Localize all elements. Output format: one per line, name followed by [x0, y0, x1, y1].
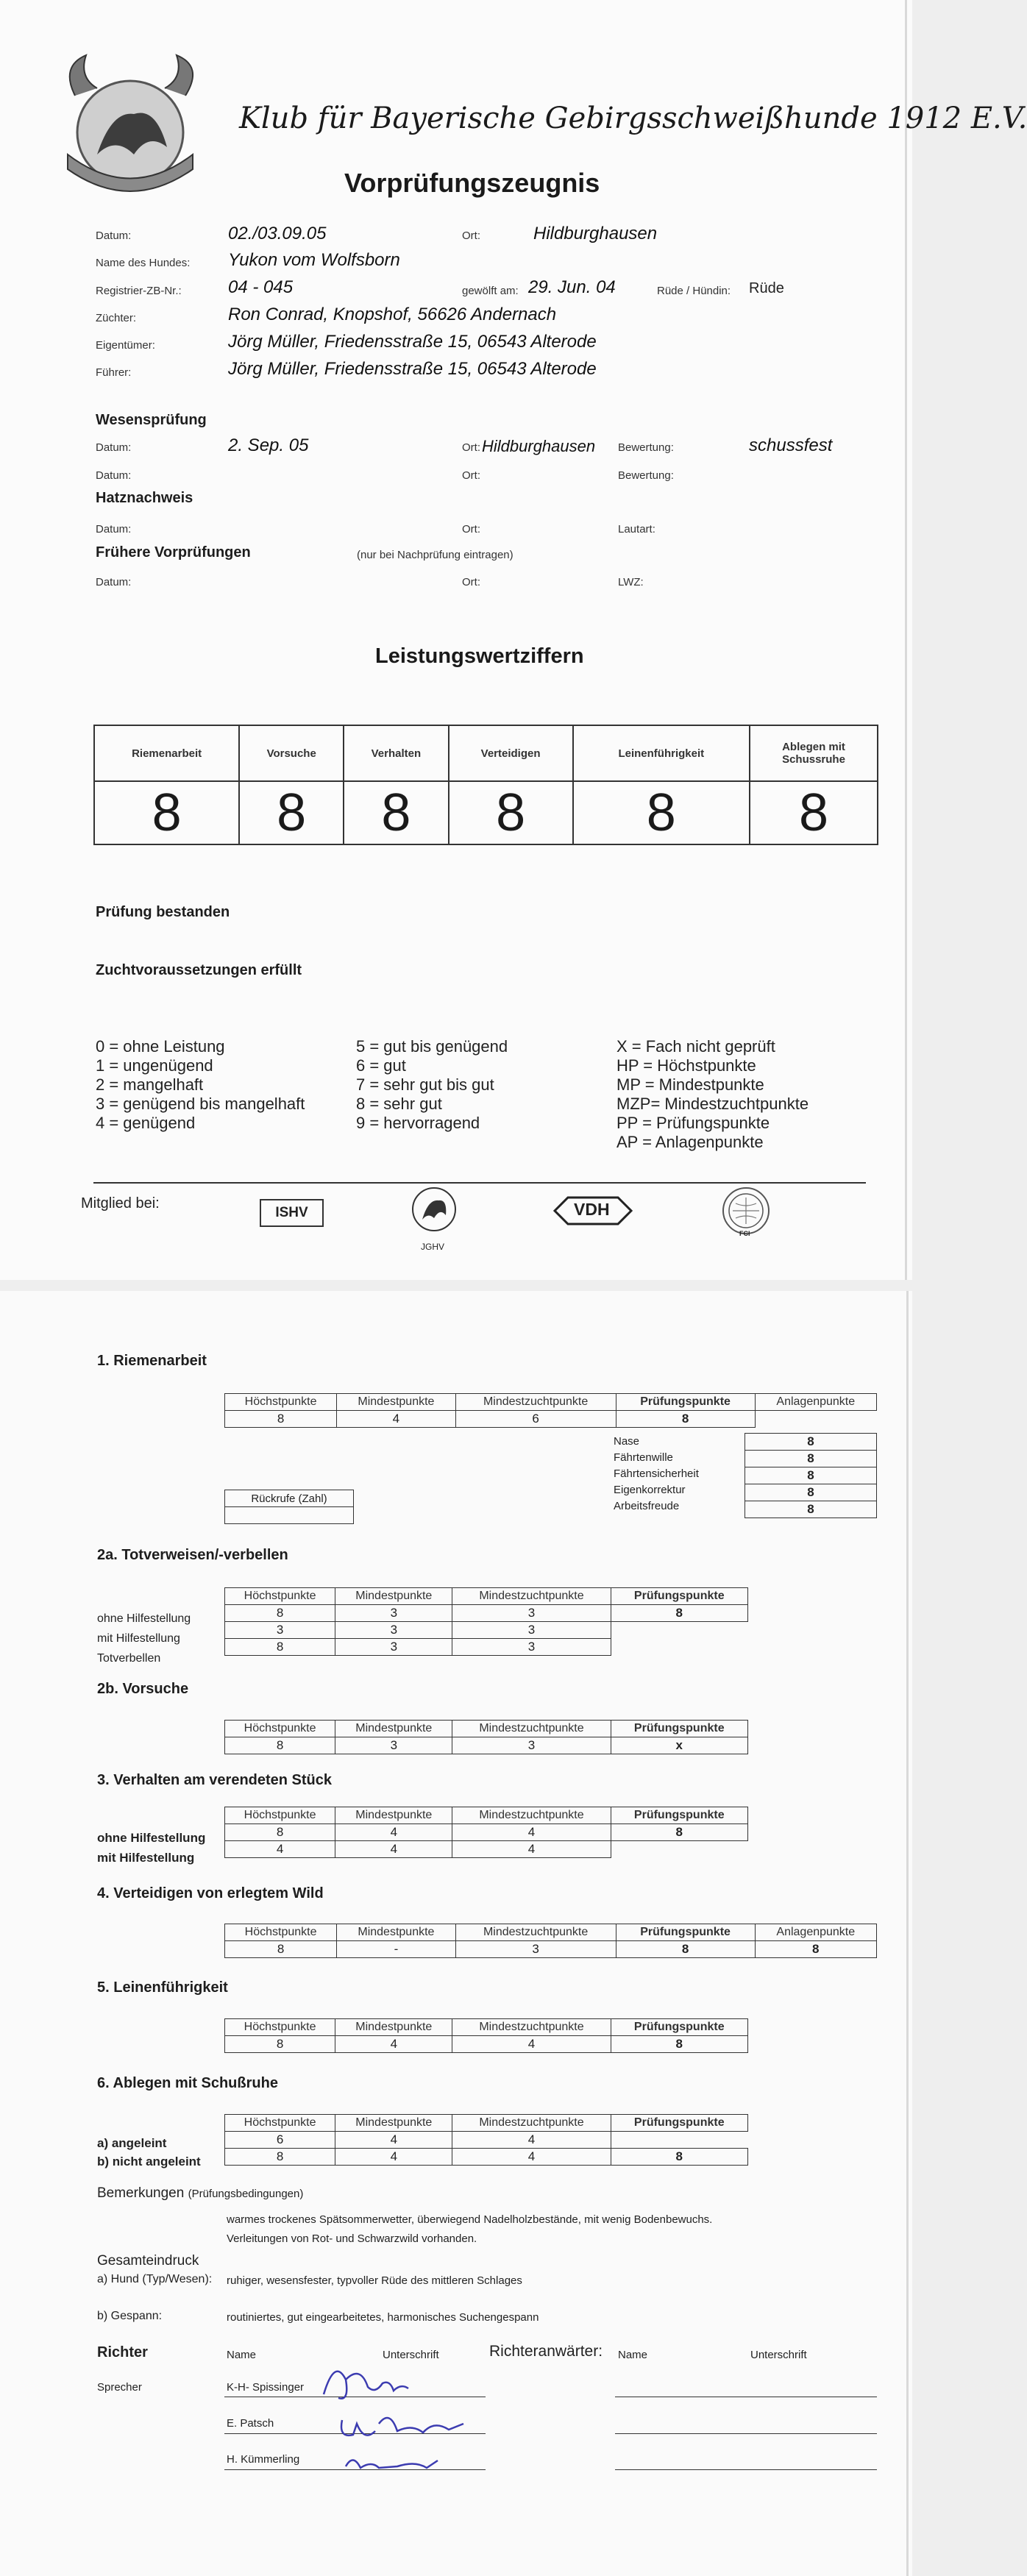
- scan-edge: [905, 0, 907, 1280]
- hatz-lautart-label: Lautart:: [618, 523, 655, 536]
- leistung-value: 8: [344, 781, 448, 844]
- anwaerter-name-label: Name: [618, 2349, 648, 2361]
- gesamt-b-label: b) Gespann:: [97, 2310, 163, 2322]
- s5-cell: 8: [225, 2036, 335, 2053]
- s1-sub-value: 8: [745, 1451, 877, 1467]
- zuechter-label: Züchter:: [96, 312, 137, 324]
- gesamt-a-label: a) Hund (Typ/Wesen):: [97, 2273, 213, 2285]
- hund-value: Yukon vom Wolfsborn: [228, 250, 400, 270]
- bemerkungen-sub: (Prüfungsbedingungen): [188, 2188, 304, 2200]
- jghv-logo-icon: [406, 1186, 462, 1236]
- s2a-title: 2a. Totverweisen/-verbellen: [97, 1547, 288, 1563]
- col-header: Prüfungspunkte: [611, 1721, 747, 1737]
- leistung-header: Ablegen mit Schussruhe: [750, 725, 878, 781]
- wesen-ort-label: Ort:: [462, 441, 480, 454]
- eigentuemer-value: Jörg Müller, Friedensstraße 15, 06543 Alterode: [228, 332, 597, 352]
- s1-mzp: 6: [455, 1411, 616, 1428]
- page-title: Vorprüfungszeugnis: [344, 168, 600, 198]
- geschlecht-label: Rüde / Hündin:: [657, 285, 731, 297]
- gesamt-b-value: routiniertes, gut eingearbeitetes, harmonisches Suchengespann: [227, 2311, 539, 2324]
- s3-row-label: ohne Hilfestellung: [97, 1831, 206, 1845]
- legend-item: 8 = sehr gut: [356, 1095, 442, 1113]
- s4-title: 4. Verteidigen von erlegtem Wild: [97, 1885, 324, 1901]
- rueckrufe-value: [225, 1507, 354, 1524]
- legend-item: HP = Höchstpunkte: [616, 1056, 756, 1075]
- legend-item: 4 = genügend: [96, 1114, 196, 1132]
- frueher-note: (nur bei Nachprüfung eintragen): [357, 549, 514, 561]
- s1-sub-value: 8: [745, 1434, 877, 1451]
- fci-logo-icon: [721, 1186, 771, 1236]
- col-header: Mindestzuchtpunkte: [455, 1924, 616, 1941]
- wesen-title: Wesensprüfung: [96, 412, 207, 428]
- wesen-bewertung-value: schussfest: [749, 435, 833, 455]
- col-header: Höchstpunkte: [225, 1721, 335, 1737]
- s5-title: 5. Leinenführigkeit: [97, 1979, 228, 1996]
- legend-col-3: [616, 1037, 809, 1152]
- col-header: Höchstpunkte: [225, 1588, 335, 1605]
- s6-table: [224, 2114, 748, 2166]
- s2b-cell: 3: [335, 1737, 452, 1754]
- certificate-page-2: [0, 1291, 912, 2576]
- s1-mp: 4: [337, 1411, 455, 1428]
- richter-name: K-H- Spissinger: [227, 2381, 305, 2394]
- s3-cell: 4: [225, 1841, 335, 1858]
- s4-cell: 8: [755, 1941, 876, 1958]
- s3-table: [224, 1807, 748, 1858]
- club-name: Klub für Bayerische Gebirgsschweißhunde 1912 E.V.: [239, 102, 1027, 135]
- wesen-datum-label: Datum:: [96, 441, 132, 454]
- col-header: Mindestpunkte: [335, 1588, 452, 1605]
- richter-name: H. Kümmerling: [227, 2453, 300, 2466]
- vdh-logo-label: VDH: [574, 1200, 610, 1219]
- s3-cell: 8: [225, 1824, 335, 1841]
- col-header: Mindestpunkte: [335, 1807, 452, 1824]
- ort-label: Ort:: [462, 230, 480, 242]
- col-header: Prüfungspunkte: [611, 1588, 747, 1605]
- col-header: Mindestpunkte: [337, 1394, 455, 1411]
- s2a-cell: 8: [611, 1605, 747, 1622]
- s6-row-labels: [97, 2134, 201, 2171]
- s1-sub-label: Fährtensicherheit: [614, 1467, 699, 1480]
- anwaerter-line: [615, 2433, 877, 2434]
- leistung-title: Leistungswertziffern: [375, 644, 584, 668]
- col-header: Mindestzuchtpunkte: [452, 1721, 611, 1737]
- s4-cell: 3: [455, 1941, 616, 1958]
- s5-table: [224, 2018, 748, 2053]
- s5-cell: 8: [611, 2036, 747, 2053]
- legend-item: 1 = ungenügend: [96, 1056, 213, 1075]
- ishv-logo: ISHV: [260, 1199, 324, 1227]
- legend-item: 6 = gut: [356, 1056, 406, 1075]
- wesen-ort2-label: Ort:: [462, 469, 480, 482]
- scan-edge: [906, 1291, 909, 2576]
- gesamt-a-value: ruhiger, wesensfester, typvoller Rüde des mittleren Schlages: [227, 2274, 522, 2287]
- col-header: Höchstpunkte: [225, 2019, 335, 2036]
- col-header: Prüfungspunkte: [616, 1924, 755, 1941]
- col-header: Prüfungspunkte: [611, 2019, 747, 2036]
- fuehrer-label: Führer:: [96, 366, 132, 379]
- s1-sub-values: [745, 1433, 877, 1518]
- bemerkungen-label: Bemerkungen: [97, 2185, 185, 2201]
- zucht-erfuellt: Zuchtvoraussetzungen erfüllt: [96, 962, 302, 978]
- pruefung-bestanden: Prüfung bestanden: [96, 904, 230, 920]
- s2a-cell: 3: [452, 1622, 611, 1639]
- legend-item: 7 = sehr gut bis gut: [356, 1075, 494, 1094]
- col-header: Anlagenpunkte: [755, 1924, 876, 1941]
- s6-title: 6. Ablegen mit Schußruhe: [97, 2075, 278, 2091]
- col-header: Prüfungspunkte: [611, 2115, 747, 2132]
- bemerkungen-line-2: Verleitungen von Rot- und Schwarzwild vorhanden.: [227, 2232, 477, 2245]
- s2b-cell: 8: [225, 1737, 335, 1754]
- legend-item: MZP= Mindestzuchtpunkte: [616, 1095, 809, 1113]
- col-header: Prüfungspunkte: [616, 1394, 755, 1411]
- legend-item: X = Fach nicht geprüft: [616, 1037, 775, 1056]
- anwaerter-line: [615, 2469, 877, 2470]
- legend-item: 2 = mangelhaft: [96, 1075, 204, 1094]
- hund-label: Name des Hundes:: [96, 257, 191, 269]
- s2a-cell: [611, 1639, 747, 1656]
- s2a-cell: 8: [225, 1605, 335, 1622]
- richter-name: E. Patsch: [227, 2417, 274, 2430]
- s6-cell: 8: [611, 2149, 747, 2166]
- s6-cell: [611, 2132, 747, 2149]
- zb-value: 04 - 045: [228, 277, 294, 297]
- leistung-value: 8: [573, 781, 750, 844]
- wesen-ort-value: Hildburghausen: [482, 437, 596, 455]
- col-header: Prüfungspunkte: [611, 1807, 747, 1824]
- s4-cell: 8: [225, 1941, 337, 1958]
- s4-table: [224, 1924, 877, 1958]
- s3-row-labels: [97, 1828, 205, 1868]
- ort-value: Hildburghausen: [533, 224, 658, 243]
- s3-cell: 4: [452, 1824, 611, 1841]
- club-logo-icon: [46, 44, 215, 199]
- leistung-header: Vorsuche: [239, 725, 344, 781]
- rueckrufe-table: [224, 1490, 354, 1524]
- richter-name-label: Name: [227, 2349, 257, 2361]
- hatz-ort-label: Ort:: [462, 523, 480, 536]
- s3-cell: 4: [452, 1841, 611, 1858]
- s6-cell: 4: [452, 2132, 611, 2149]
- col-header: Mindestzuchtpunkte: [452, 1588, 611, 1605]
- legend-col-1: [96, 1037, 305, 1133]
- s1-sub-label: Eigenkorrektur: [614, 1483, 686, 1496]
- leistung-header: Verhalten: [344, 725, 448, 781]
- rueckrufe-label: Rückrufe (Zahl): [225, 1490, 354, 1507]
- col-header: Mindestzuchtpunkte: [452, 1807, 611, 1824]
- col-header: Mindestpunkte: [335, 2019, 452, 2036]
- leistung-header: Leinenführigkeit: [573, 725, 750, 781]
- s6-row-label: b) nicht angeleint: [97, 2155, 201, 2168]
- col-header: Höchstpunkte: [225, 1807, 335, 1824]
- hatz-title: Hatznachweis: [96, 490, 193, 506]
- s2b-table: [224, 1720, 748, 1754]
- s1-pp: 8: [616, 1411, 755, 1428]
- bemerkungen-line-1: warmes trockenes Spätsommerwetter, überwiegend Nadelholzbestände, mit wenig Bodenbewuchs.: [227, 2213, 713, 2226]
- s5-cell: 4: [452, 2036, 611, 2053]
- wesen-bewertung-label: Bewertung:: [618, 441, 674, 454]
- leistung-header: Riemenarbeit: [94, 725, 239, 781]
- leistung-value: 8: [449, 781, 573, 844]
- col-header: Mindestpunkte: [335, 1721, 452, 1737]
- gewolft-value: 29. Jun. 04: [528, 277, 616, 297]
- wesen-datum2-label: Datum:: [96, 469, 132, 482]
- s2a-row-label: ohne Hilfestellung: [97, 1612, 191, 1625]
- anwaerter-unterschrift-label: Unterschrift: [750, 2349, 807, 2361]
- mitglied-label: Mitglied bei:: [81, 1195, 160, 1211]
- wesen-datum-value: 2. Sep. 05: [228, 435, 309, 455]
- wesen-bewertung2-label: Bewertung:: [618, 469, 674, 482]
- sprecher-label: Sprecher: [97, 2381, 142, 2394]
- s2a-table: [224, 1587, 748, 1656]
- richter-title: Richter: [97, 2344, 148, 2360]
- gewolft-label: gewölft am:: [462, 285, 519, 297]
- zb-label: Registrier-ZB-Nr.:: [96, 285, 182, 297]
- s1-sub-value: 8: [745, 1501, 877, 1518]
- s2a-row-labels: [97, 1609, 191, 1668]
- col-header: Höchstpunkte: [225, 2115, 335, 2132]
- fci-logo-label: FCI: [739, 1230, 750, 1237]
- hatz-datum-label: Datum:: [96, 523, 132, 536]
- signatures-icon: [309, 2350, 493, 2479]
- s1-sub-value: 8: [745, 1467, 877, 1484]
- legend-item: 3 = genügend bis mangelhaft: [96, 1095, 305, 1113]
- s3-row-label: mit Hilfestellung: [97, 1851, 195, 1865]
- anwaerter-title: Richteranwärter:: [489, 2343, 603, 2360]
- s1-sub-label: Arbeitsfreude: [614, 1499, 680, 1512]
- s2a-cell: 3: [225, 1622, 335, 1639]
- frueher-title: Frühere Vorprüfungen: [96, 544, 251, 561]
- datum-value: 02./03.09.05: [228, 224, 327, 243]
- s6-row-label: a) angeleint: [97, 2136, 167, 2150]
- s2a-cell: 3: [335, 1639, 452, 1656]
- s3-cell: [611, 1841, 747, 1858]
- s6-cell: 6: [225, 2132, 335, 2149]
- certificate-page-1: [0, 0, 1027, 1280]
- col-header: Mindestpunkte: [335, 2115, 452, 2132]
- s6-cell: 8: [225, 2149, 335, 2166]
- s6-cell: 4: [335, 2149, 452, 2166]
- s4-cell: 8: [616, 1941, 755, 1958]
- fuehrer-value: Jörg Müller, Friedensstraße 15, 06543 Alterode: [228, 359, 597, 379]
- col-header: Mindestzuchtpunkte: [452, 2115, 611, 2132]
- s2b-cell: 3: [452, 1737, 611, 1754]
- s1-sub-labels: [612, 1433, 745, 1514]
- leistung-value: 8: [239, 781, 344, 844]
- s1-sub-label: Nase: [614, 1434, 640, 1448]
- jghv-logo-label: JGHV: [421, 1242, 445, 1252]
- richter-unterschrift-label: Unterschrift: [383, 2349, 439, 2361]
- frueher-ort-label: Ort:: [462, 576, 480, 588]
- bemerkungen-label-wrap: [97, 2185, 303, 2202]
- s2a-cell: 3: [335, 1605, 452, 1622]
- col-header: Höchstpunkte: [225, 1924, 337, 1941]
- frueher-datum-label: Datum:: [96, 576, 132, 588]
- legend-item: 5 = gut bis genügend: [356, 1037, 508, 1056]
- zuechter-value: Ron Conrad, Knopshof, 56626 Andernach: [228, 305, 557, 324]
- s1-table: [224, 1393, 877, 1428]
- eigentuemer-label: Eigentümer:: [96, 339, 155, 352]
- col-header: Mindestzuchtpunkte: [452, 2019, 611, 2036]
- datum-label: Datum:: [96, 230, 132, 242]
- s1-hp: 8: [225, 1411, 337, 1428]
- legend-item: 0 = ohne Leistung: [96, 1037, 225, 1056]
- s3-cell: 4: [335, 1824, 452, 1841]
- leistung-table: [93, 725, 878, 845]
- s3-title: 3. Verhalten am verendeten Stück: [97, 1772, 333, 1788]
- s3-cell: 4: [335, 1841, 452, 1858]
- s2a-cell: [611, 1622, 747, 1639]
- divider: [93, 1182, 866, 1184]
- s2b-title: 2b. Vorsuche: [97, 1681, 189, 1697]
- legend-item: 9 = hervorragend: [356, 1114, 480, 1132]
- s2a-row-label: mit Hilfestellung: [97, 1632, 180, 1645]
- s1-sub-label: Fährtenwille: [614, 1451, 673, 1464]
- s1-ap-empty: [755, 1411, 876, 1428]
- legend-item: PP = Prüfungspunkte: [616, 1114, 770, 1132]
- s2a-cell: 3: [452, 1639, 611, 1656]
- gesamt-label: Gesamteindruck: [97, 2253, 199, 2269]
- s1-sub-value: 8: [745, 1484, 877, 1501]
- legend-col-2: [356, 1037, 508, 1133]
- col-header: Mindestzuchtpunkte: [455, 1394, 616, 1411]
- leistung-value: 8: [750, 781, 878, 844]
- col-header: Anlagenpunkte: [755, 1394, 876, 1411]
- col-header: Höchstpunkte: [225, 1394, 337, 1411]
- s5-cell: 4: [335, 2036, 452, 2053]
- leistung-value: 8: [94, 781, 239, 844]
- s2a-row-label: Totverbellen: [97, 1652, 161, 1665]
- col-header: Mindestpunkte: [337, 1924, 455, 1941]
- geschlecht-value: Rüde: [749, 280, 784, 296]
- s2a-cell: 3: [335, 1622, 452, 1639]
- s2b-cell: x: [611, 1737, 747, 1754]
- s6-cell: 4: [335, 2132, 452, 2149]
- leistung-header: Verteidigen: [449, 725, 573, 781]
- s2a-cell: 8: [225, 1639, 335, 1656]
- s1-title: 1. Riemenarbeit: [97, 1353, 207, 1369]
- s4-cell: -: [337, 1941, 455, 1958]
- s2a-cell: 3: [452, 1605, 611, 1622]
- legend-item: MP = Mindestpunkte: [616, 1075, 764, 1094]
- s3-cell: 8: [611, 1824, 747, 1841]
- s6-cell: 4: [452, 2149, 611, 2166]
- frueher-lwz-label: LWZ:: [618, 576, 644, 588]
- legend-item: AP = Anlagenpunkte: [616, 1133, 764, 1151]
